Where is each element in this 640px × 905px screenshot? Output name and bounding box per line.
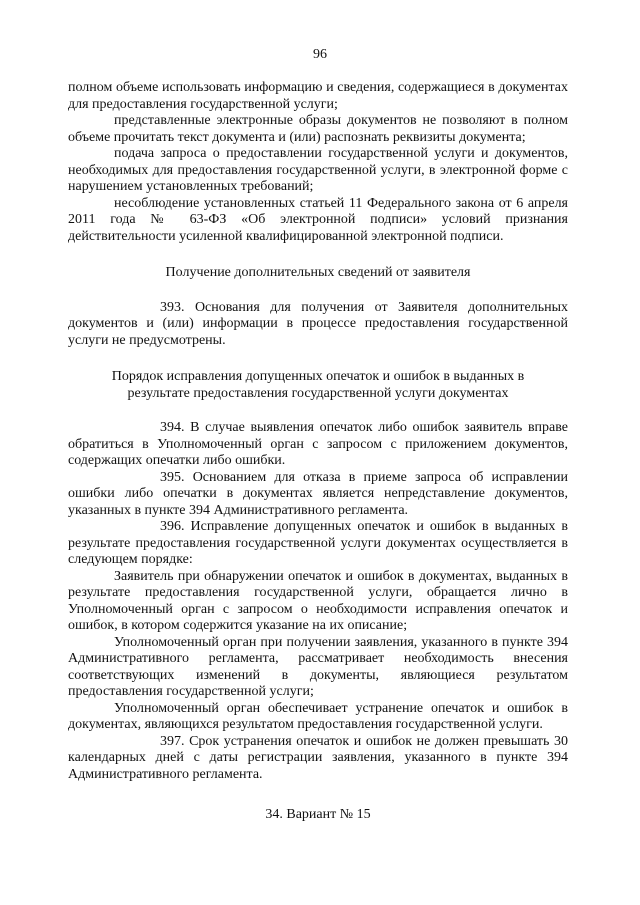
procedure-step-applicant: Заявитель при обнаружении опечаток и ошибок в документах, выданных в результате предоставления государственной услуги, обращается лично в Уполномоченный орган с запросом о необходимости исправления опечаток и ошибок, в котором содержится указание на их описание;: [68, 568, 568, 633]
clause-text: Срок устранения опечаток и ошибок не должен превышать 30 календарных дней с даты регистрации заявления, указанного в пункте 394 Административного регламента.: [68, 733, 569, 782]
clause-number: 396.: [160, 519, 185, 534]
heading-line: Порядок исправления допущенных опечаток и ошибок в выданных в: [111, 369, 525, 384]
section-heading-additional-info: Получение дополнительных сведений от заявителя: [165, 265, 471, 280]
page-number: 96: [313, 47, 327, 62]
paragraph-continuation: полном объеме использовать информацию и сведения, содержащиеся в документах для предоставления государственной услуги;: [68, 80, 568, 112]
paragraph-signature-noncompliance: несоблюдение установленных статьей 11 Федерального закона от 6 апреля 2011 года № 63-ФЗ «Об электронной подписи» условий признания действительности усиленной квалифицированной электронной подписи.: [68, 195, 568, 244]
procedure-step-review: Уполномоченный орган при получении заявления, указанного в пункте 394 Административного регламента, рассматривает необходимость внесения соответствующих изменений в документы, являющиеся результатом предоставления государственной услуги;: [68, 634, 568, 699]
paragraph-electronic-form-violation: подача запроса о предоставлении государственной услуги и документов, необходимых для предоставления государственной услуги, в электронной форме с нарушением установленных требований;: [68, 146, 568, 194]
clause-396: [68, 519, 568, 569]
variant-heading: 34. Вариант № 15: [265, 807, 371, 822]
clause-text: В случае выявления опечаток либо ошибок заявитель вправе обратиться в Уполномоченный орган с запросом с приложением документов, содержащих опечатки либо ошибки.: [68, 420, 568, 468]
clause-text: Основания для получения от Заявителя дополнительных документов и (или) информации в процессе предоставления государственной услуги не предусмотрены.: [68, 299, 568, 348]
procedure-step-correction: Уполномоченный орган обеспечивает устранение опечаток и ошибок в документах, являющихся результатом предоставления государственной услуги.: [68, 700, 568, 732]
clause-number: 394.: [160, 420, 185, 435]
clause-number: 393.: [160, 299, 185, 315]
clause-text: Исправление допущенных опечаток и ошибок в выданных в результате предоставления государственной услуги документах осуществляется в следующем порядке:: [68, 519, 568, 567]
clause-393: [68, 300, 568, 350]
document-body: [68, 80, 568, 824]
clause-number: 395.: [160, 469, 185, 485]
section-heading-corrections: [68, 369, 568, 402]
clause-number: 397.: [160, 733, 185, 749]
clause-394: [68, 420, 568, 470]
clause-397: [68, 734, 568, 784]
paragraph-images-unreadable: представленные электронные образы документов не позволяют в полном объеме прочитать текст документа и (или) распознать реквизиты документа;: [68, 113, 568, 145]
heading-line: результате предоставления государственной услуги документах: [127, 385, 509, 401]
clause-text: Основанием для отказа в приеме запроса об исправлении ошибки либо опечатки в документах является непредставление документов, указанных в пункте 394 Административного регламента.: [68, 469, 569, 518]
clause-395: [68, 470, 568, 520]
